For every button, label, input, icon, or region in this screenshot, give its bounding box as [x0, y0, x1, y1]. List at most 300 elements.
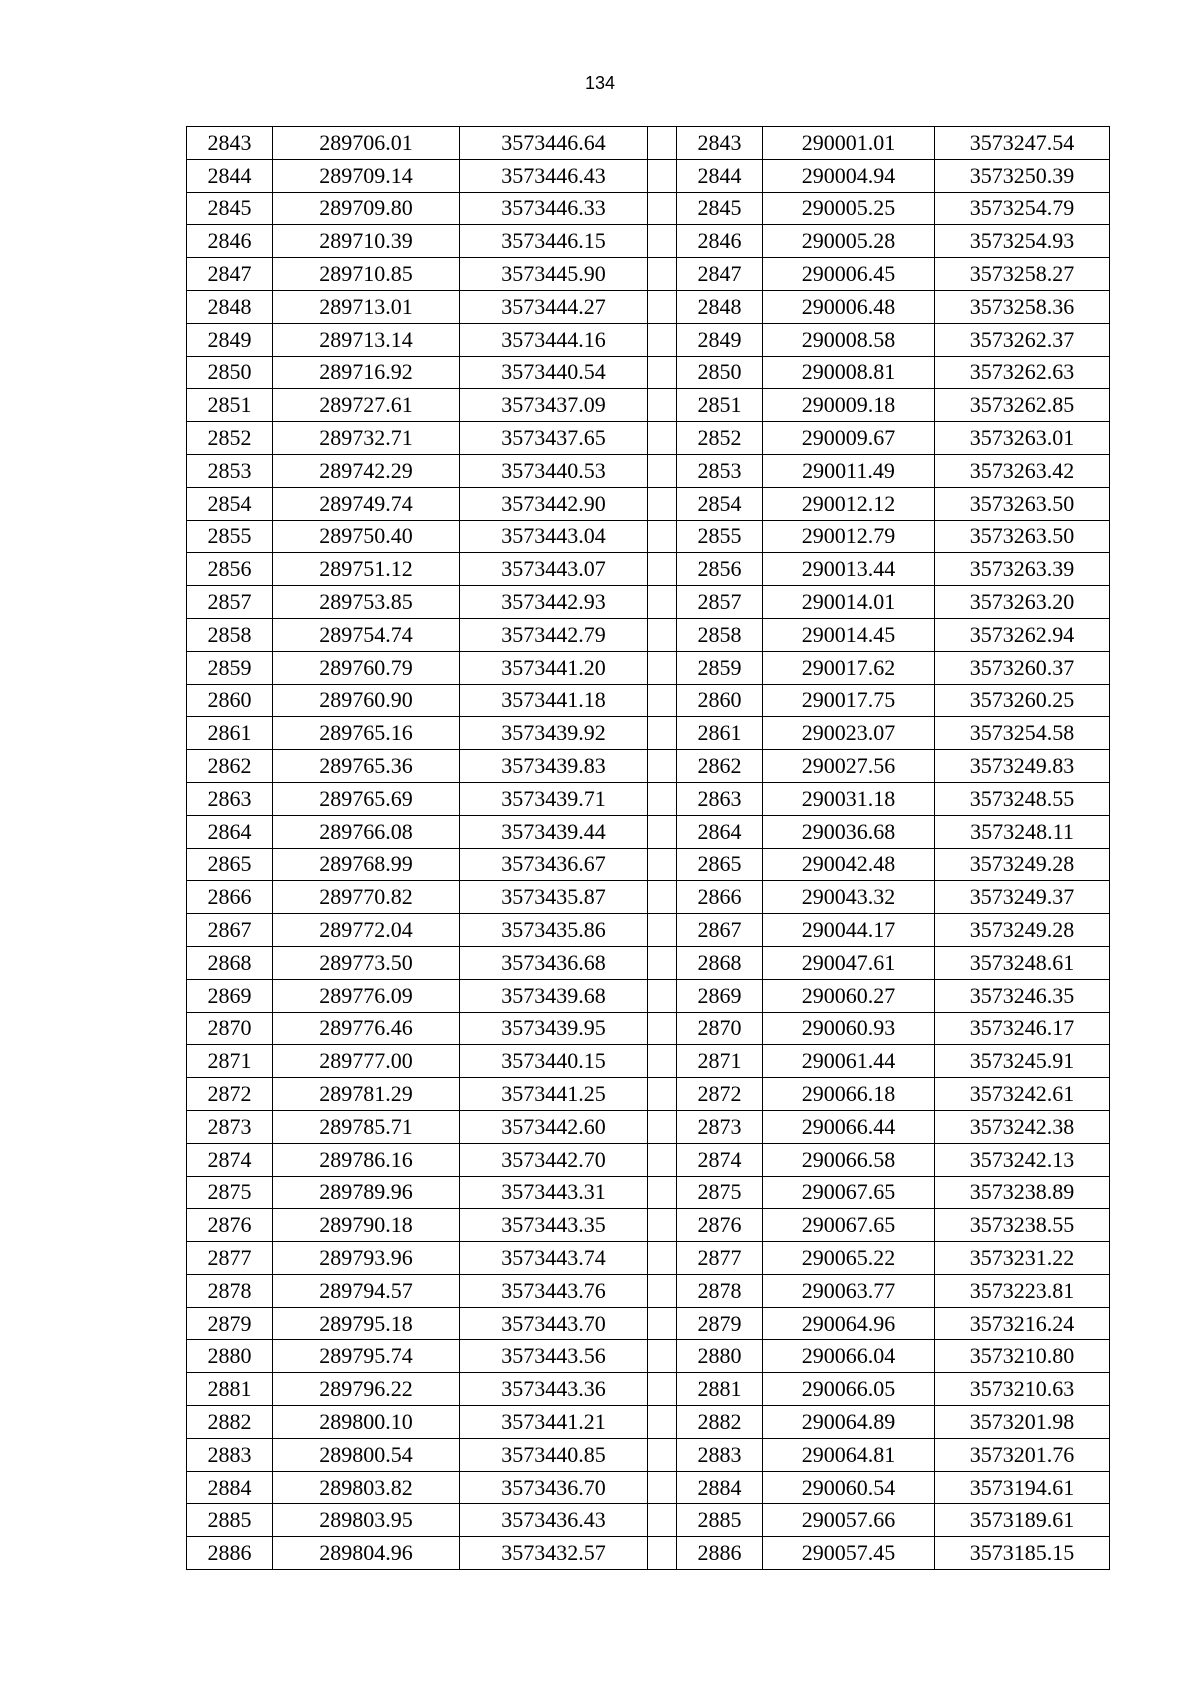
left-point-id-cell: 2858 [187, 618, 273, 651]
table-row [187, 389, 1110, 422]
right-y-cell: 3573262.94 [935, 618, 1110, 651]
table-row [187, 1012, 1110, 1045]
separator-cell [648, 356, 677, 389]
separator-cell [648, 1373, 677, 1406]
right-point-id-cell: 2859 [677, 651, 763, 684]
left-y-cell: 3573440.53 [460, 454, 648, 487]
separator-cell [648, 192, 677, 225]
separator-cell [648, 1438, 677, 1471]
right-x-cell: 290008.58 [763, 323, 935, 356]
left-x-cell: 289751.12 [273, 553, 460, 586]
table-row [187, 127, 1110, 160]
left-point-id-cell: 2849 [187, 323, 273, 356]
separator-cell [648, 1537, 677, 1570]
left-point-id-cell: 2881 [187, 1373, 273, 1406]
separator-cell [648, 1110, 677, 1143]
right-x-cell: 290008.81 [763, 356, 935, 389]
table-row [187, 586, 1110, 619]
left-y-cell: 3573443.07 [460, 553, 648, 586]
right-x-cell: 290065.22 [763, 1242, 935, 1275]
right-point-id-cell: 2847 [677, 258, 763, 291]
right-x-cell: 290066.58 [763, 1143, 935, 1176]
left-x-cell: 289790.18 [273, 1209, 460, 1242]
right-y-cell: 3573231.22 [935, 1242, 1110, 1275]
right-y-cell: 3573249.28 [935, 848, 1110, 881]
left-y-cell: 3573443.56 [460, 1340, 648, 1373]
right-y-cell: 3573262.63 [935, 356, 1110, 389]
left-y-cell: 3573439.68 [460, 979, 648, 1012]
right-y-cell: 3573262.37 [935, 323, 1110, 356]
left-point-id-cell: 2885 [187, 1504, 273, 1537]
right-point-id-cell: 2880 [677, 1340, 763, 1373]
right-x-cell: 290060.27 [763, 979, 935, 1012]
separator-cell [648, 1274, 677, 1307]
right-x-cell: 290067.65 [763, 1176, 935, 1209]
separator-cell [648, 651, 677, 684]
right-x-cell: 290060.93 [763, 1012, 935, 1045]
left-x-cell: 289793.96 [273, 1242, 460, 1275]
table-row [187, 684, 1110, 717]
left-y-cell: 3573445.90 [460, 258, 648, 291]
right-y-cell: 3573210.63 [935, 1373, 1110, 1406]
separator-cell [648, 258, 677, 291]
left-y-cell: 3573440.15 [460, 1045, 648, 1078]
left-point-id-cell: 2851 [187, 389, 273, 422]
separator-cell [648, 684, 677, 717]
left-point-id-cell: 2850 [187, 356, 273, 389]
left-y-cell: 3573440.54 [460, 356, 648, 389]
right-point-id-cell: 2856 [677, 553, 763, 586]
separator-cell [648, 979, 677, 1012]
left-y-cell: 3573443.76 [460, 1274, 648, 1307]
right-x-cell: 290066.05 [763, 1373, 935, 1406]
right-point-id-cell: 2853 [677, 454, 763, 487]
right-x-cell: 290012.79 [763, 520, 935, 553]
right-x-cell: 290009.67 [763, 422, 935, 455]
left-point-id-cell: 2876 [187, 1209, 273, 1242]
right-point-id-cell: 2858 [677, 618, 763, 651]
right-y-cell: 3573238.55 [935, 1209, 1110, 1242]
right-y-cell: 3573246.35 [935, 979, 1110, 1012]
left-x-cell: 289716.92 [273, 356, 460, 389]
right-y-cell: 3573254.79 [935, 192, 1110, 225]
table-row [187, 848, 1110, 881]
separator-cell [648, 1340, 677, 1373]
left-y-cell: 3573441.25 [460, 1078, 648, 1111]
left-y-cell: 3573436.70 [460, 1471, 648, 1504]
right-x-cell: 290064.96 [763, 1307, 935, 1340]
separator-cell [648, 389, 677, 422]
right-x-cell: 290006.48 [763, 290, 935, 323]
left-x-cell: 289760.79 [273, 651, 460, 684]
right-y-cell: 3573249.83 [935, 750, 1110, 783]
separator-cell [648, 750, 677, 783]
left-y-cell: 3573443.74 [460, 1242, 648, 1275]
left-y-cell: 3573441.21 [460, 1406, 648, 1439]
left-y-cell: 3573443.36 [460, 1373, 648, 1406]
left-point-id-cell: 2861 [187, 717, 273, 750]
right-y-cell: 3573238.89 [935, 1176, 1110, 1209]
right-point-id-cell: 2869 [677, 979, 763, 1012]
separator-cell [648, 815, 677, 848]
left-x-cell: 289765.16 [273, 717, 460, 750]
right-y-cell: 3573194.61 [935, 1471, 1110, 1504]
left-x-cell: 289713.14 [273, 323, 460, 356]
left-point-id-cell: 2864 [187, 815, 273, 848]
right-y-cell: 3573263.50 [935, 520, 1110, 553]
right-point-id-cell: 2886 [677, 1537, 763, 1570]
right-y-cell: 3573247.54 [935, 127, 1110, 160]
table-row [187, 1406, 1110, 1439]
separator-cell [648, 848, 677, 881]
left-x-cell: 289781.29 [273, 1078, 460, 1111]
right-x-cell: 290064.81 [763, 1438, 935, 1471]
right-y-cell: 3573248.61 [935, 946, 1110, 979]
left-point-id-cell: 2855 [187, 520, 273, 553]
right-y-cell: 3573254.58 [935, 717, 1110, 750]
separator-cell [648, 881, 677, 914]
right-point-id-cell: 2846 [677, 225, 763, 258]
right-x-cell: 290001.01 [763, 127, 935, 160]
right-y-cell: 3573263.42 [935, 454, 1110, 487]
right-x-cell: 290066.44 [763, 1110, 935, 1143]
right-x-cell: 290017.75 [763, 684, 935, 717]
right-point-id-cell: 2875 [677, 1176, 763, 1209]
left-x-cell: 289785.71 [273, 1110, 460, 1143]
left-x-cell: 289773.50 [273, 946, 460, 979]
right-point-id-cell: 2877 [677, 1242, 763, 1275]
left-x-cell: 289803.82 [273, 1471, 460, 1504]
right-x-cell: 290057.66 [763, 1504, 935, 1537]
left-point-id-cell: 2843 [187, 127, 273, 160]
right-y-cell: 3573223.81 [935, 1274, 1110, 1307]
table-row [187, 1307, 1110, 1340]
table-row [187, 1504, 1110, 1537]
right-point-id-cell: 2876 [677, 1209, 763, 1242]
right-point-id-cell: 2865 [677, 848, 763, 881]
right-point-id-cell: 2861 [677, 717, 763, 750]
left-point-id-cell: 2856 [187, 553, 273, 586]
left-y-cell: 3573442.93 [460, 586, 648, 619]
right-y-cell: 3573249.28 [935, 914, 1110, 947]
separator-cell [648, 127, 677, 160]
left-y-cell: 3573441.18 [460, 684, 648, 717]
table-row [187, 1143, 1110, 1176]
left-point-id-cell: 2857 [187, 586, 273, 619]
table-row [187, 553, 1110, 586]
left-point-id-cell: 2879 [187, 1307, 273, 1340]
left-x-cell: 289800.54 [273, 1438, 460, 1471]
left-point-id-cell: 2869 [187, 979, 273, 1012]
right-x-cell: 290011.49 [763, 454, 935, 487]
table-row [187, 290, 1110, 323]
right-point-id-cell: 2843 [677, 127, 763, 160]
left-y-cell: 3573439.71 [460, 782, 648, 815]
left-x-cell: 289800.10 [273, 1406, 460, 1439]
separator-cell [648, 586, 677, 619]
page-number: 134 [584, 73, 616, 93]
right-x-cell: 290027.56 [763, 750, 935, 783]
separator-cell [648, 1504, 677, 1537]
left-y-cell: 3573439.95 [460, 1012, 648, 1045]
table-row [187, 454, 1110, 487]
table-row [187, 1537, 1110, 1570]
table-row [187, 422, 1110, 455]
left-y-cell: 3573443.31 [460, 1176, 648, 1209]
separator-cell [648, 1012, 677, 1045]
right-point-id-cell: 2871 [677, 1045, 763, 1078]
left-point-id-cell: 2847 [187, 258, 273, 291]
separator-cell [648, 1307, 677, 1340]
left-y-cell: 3573446.33 [460, 192, 648, 225]
right-point-id-cell: 2863 [677, 782, 763, 815]
left-y-cell: 3573435.86 [460, 914, 648, 947]
right-point-id-cell: 2855 [677, 520, 763, 553]
left-point-id-cell: 2860 [187, 684, 273, 717]
separator-cell [648, 1471, 677, 1504]
left-y-cell: 3573436.43 [460, 1504, 648, 1537]
separator-cell [648, 618, 677, 651]
left-point-id-cell: 2865 [187, 848, 273, 881]
right-x-cell: 290063.77 [763, 1274, 935, 1307]
left-point-id-cell: 2854 [187, 487, 273, 520]
right-point-id-cell: 2870 [677, 1012, 763, 1045]
left-point-id-cell: 2873 [187, 1110, 273, 1143]
right-y-cell: 3573242.13 [935, 1143, 1110, 1176]
right-point-id-cell: 2879 [677, 1307, 763, 1340]
left-x-cell: 289765.69 [273, 782, 460, 815]
separator-cell [648, 1176, 677, 1209]
right-point-id-cell: 2854 [677, 487, 763, 520]
left-y-cell: 3573444.16 [460, 323, 648, 356]
right-point-id-cell: 2851 [677, 389, 763, 422]
left-y-cell: 3573437.09 [460, 389, 648, 422]
right-x-cell: 290042.48 [763, 848, 935, 881]
table-row [187, 651, 1110, 684]
right-point-id-cell: 2852 [677, 422, 763, 455]
table-row [187, 717, 1110, 750]
left-y-cell: 3573439.44 [460, 815, 648, 848]
right-y-cell: 3573258.36 [935, 290, 1110, 323]
separator-cell [648, 1406, 677, 1439]
right-x-cell: 290013.44 [763, 553, 935, 586]
separator-cell [648, 1078, 677, 1111]
right-point-id-cell: 2868 [677, 946, 763, 979]
separator-cell [648, 914, 677, 947]
left-x-cell: 289750.40 [273, 520, 460, 553]
left-y-cell: 3573436.67 [460, 848, 648, 881]
right-y-cell: 3573246.17 [935, 1012, 1110, 1045]
left-point-id-cell: 2872 [187, 1078, 273, 1111]
right-x-cell: 290061.44 [763, 1045, 935, 1078]
separator-cell [648, 487, 677, 520]
left-point-id-cell: 2848 [187, 290, 273, 323]
separator-cell [648, 553, 677, 586]
right-y-cell: 3573263.01 [935, 422, 1110, 455]
left-x-cell: 289795.74 [273, 1340, 460, 1373]
left-point-id-cell: 2883 [187, 1438, 273, 1471]
right-point-id-cell: 2878 [677, 1274, 763, 1307]
coordinates-table [186, 126, 1110, 1570]
table-row [187, 356, 1110, 389]
left-y-cell: 3573442.70 [460, 1143, 648, 1176]
left-point-id-cell: 2862 [187, 750, 273, 783]
table-row [187, 881, 1110, 914]
right-y-cell: 3573210.80 [935, 1340, 1110, 1373]
right-y-cell: 3573201.98 [935, 1406, 1110, 1439]
left-y-cell: 3573444.27 [460, 290, 648, 323]
left-x-cell: 289727.61 [273, 389, 460, 422]
right-x-cell: 290004.94 [763, 159, 935, 192]
left-x-cell: 289777.00 [273, 1045, 460, 1078]
left-x-cell: 289776.09 [273, 979, 460, 1012]
left-x-cell: 289706.01 [273, 127, 460, 160]
left-point-id-cell: 2886 [187, 1537, 273, 1570]
left-point-id-cell: 2853 [187, 454, 273, 487]
right-y-cell: 3573242.61 [935, 1078, 1110, 1111]
table-row [187, 1176, 1110, 1209]
right-x-cell: 290017.62 [763, 651, 935, 684]
right-y-cell: 3573260.25 [935, 684, 1110, 717]
right-x-cell: 290006.45 [763, 258, 935, 291]
right-point-id-cell: 2867 [677, 914, 763, 947]
left-point-id-cell: 2866 [187, 881, 273, 914]
table-row [187, 1471, 1110, 1504]
left-point-id-cell: 2867 [187, 914, 273, 947]
table-row [187, 192, 1110, 225]
right-point-id-cell: 2860 [677, 684, 763, 717]
left-y-cell: 3573435.87 [460, 881, 648, 914]
table-row [187, 225, 1110, 258]
left-x-cell: 289786.16 [273, 1143, 460, 1176]
table-row [187, 1209, 1110, 1242]
left-x-cell: 289766.08 [273, 815, 460, 848]
right-y-cell: 3573248.11 [935, 815, 1110, 848]
table-row [187, 1078, 1110, 1111]
right-point-id-cell: 2885 [677, 1504, 763, 1537]
right-point-id-cell: 2849 [677, 323, 763, 356]
right-x-cell: 290066.18 [763, 1078, 935, 1111]
right-x-cell: 290047.61 [763, 946, 935, 979]
right-point-id-cell: 2872 [677, 1078, 763, 1111]
table-row [187, 1242, 1110, 1275]
right-x-cell: 290023.07 [763, 717, 935, 750]
right-x-cell: 290036.68 [763, 815, 935, 848]
right-y-cell: 3573249.37 [935, 881, 1110, 914]
left-y-cell: 3573443.04 [460, 520, 648, 553]
right-y-cell: 3573260.37 [935, 651, 1110, 684]
right-point-id-cell: 2848 [677, 290, 763, 323]
table-row [187, 979, 1110, 1012]
right-x-cell: 290014.45 [763, 618, 935, 651]
right-y-cell: 3573189.61 [935, 1504, 1110, 1537]
left-y-cell: 3573446.64 [460, 127, 648, 160]
table-row [187, 159, 1110, 192]
left-point-id-cell: 2846 [187, 225, 273, 258]
left-y-cell: 3573442.60 [460, 1110, 648, 1143]
right-y-cell: 3573263.20 [935, 586, 1110, 619]
left-y-cell: 3573443.70 [460, 1307, 648, 1340]
separator-cell [648, 1045, 677, 1078]
right-x-cell: 290012.12 [763, 487, 935, 520]
left-point-id-cell: 2844 [187, 159, 273, 192]
left-x-cell: 289713.01 [273, 290, 460, 323]
right-point-id-cell: 2850 [677, 356, 763, 389]
left-point-id-cell: 2882 [187, 1406, 273, 1439]
right-x-cell: 290066.04 [763, 1340, 935, 1373]
right-x-cell: 290009.18 [763, 389, 935, 422]
right-y-cell: 3573262.85 [935, 389, 1110, 422]
left-point-id-cell: 2875 [187, 1176, 273, 1209]
right-x-cell: 290005.25 [763, 192, 935, 225]
left-x-cell: 289710.39 [273, 225, 460, 258]
separator-cell [648, 1143, 677, 1176]
table-row [187, 1340, 1110, 1373]
left-y-cell: 3573442.90 [460, 487, 648, 520]
left-x-cell: 289749.74 [273, 487, 460, 520]
left-x-cell: 289768.99 [273, 848, 460, 881]
table-row [187, 323, 1110, 356]
right-y-cell: 3573263.50 [935, 487, 1110, 520]
right-point-id-cell: 2845 [677, 192, 763, 225]
left-point-id-cell: 2868 [187, 946, 273, 979]
left-x-cell: 289710.85 [273, 258, 460, 291]
right-x-cell: 290060.54 [763, 1471, 935, 1504]
left-point-id-cell: 2884 [187, 1471, 273, 1504]
separator-cell [648, 454, 677, 487]
left-point-id-cell: 2874 [187, 1143, 273, 1176]
separator-cell [648, 1242, 677, 1275]
right-point-id-cell: 2862 [677, 750, 763, 783]
left-y-cell: 3573436.68 [460, 946, 648, 979]
coordinates-table-body [187, 127, 1110, 1570]
right-y-cell: 3573245.91 [935, 1045, 1110, 1078]
separator-cell [648, 1209, 677, 1242]
left-y-cell: 3573440.85 [460, 1438, 648, 1471]
table-row [187, 520, 1110, 553]
separator-cell [648, 225, 677, 258]
right-point-id-cell: 2874 [677, 1143, 763, 1176]
left-x-cell: 289760.90 [273, 684, 460, 717]
left-x-cell: 289709.14 [273, 159, 460, 192]
right-y-cell: 3573250.39 [935, 159, 1110, 192]
right-point-id-cell: 2857 [677, 586, 763, 619]
left-x-cell: 289803.95 [273, 1504, 460, 1537]
left-x-cell: 289804.96 [273, 1537, 460, 1570]
right-y-cell: 3573242.38 [935, 1110, 1110, 1143]
right-x-cell: 290044.17 [763, 914, 935, 947]
table-row [187, 914, 1110, 947]
right-point-id-cell: 2883 [677, 1438, 763, 1471]
table-row [187, 618, 1110, 651]
left-y-cell: 3573442.79 [460, 618, 648, 651]
right-y-cell: 3573248.55 [935, 782, 1110, 815]
left-x-cell: 289776.46 [273, 1012, 460, 1045]
table-row [187, 487, 1110, 520]
left-point-id-cell: 2877 [187, 1242, 273, 1275]
left-x-cell: 289742.29 [273, 454, 460, 487]
left-y-cell: 3573437.65 [460, 422, 648, 455]
right-point-id-cell: 2866 [677, 881, 763, 914]
right-y-cell: 3573216.24 [935, 1307, 1110, 1340]
table-row [187, 815, 1110, 848]
left-y-cell: 3573432.57 [460, 1537, 648, 1570]
right-x-cell: 290064.89 [763, 1406, 935, 1439]
left-y-cell: 3573441.20 [460, 651, 648, 684]
left-point-id-cell: 2878 [187, 1274, 273, 1307]
table-row [187, 258, 1110, 291]
left-point-id-cell: 2859 [187, 651, 273, 684]
